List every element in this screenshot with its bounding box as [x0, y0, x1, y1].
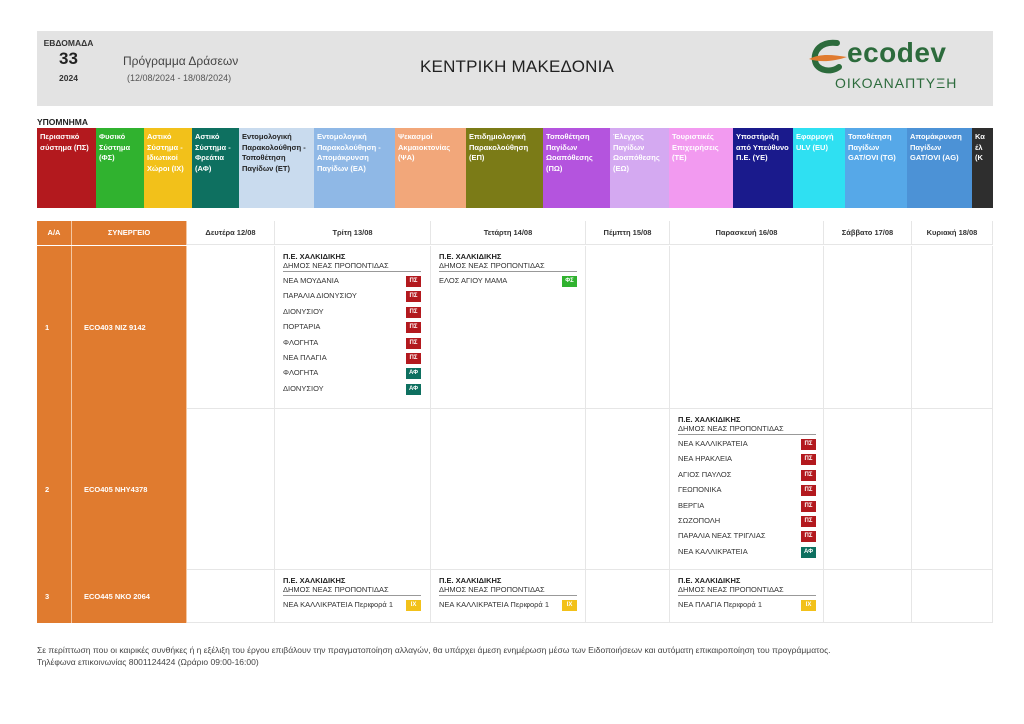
activity-badge: ΠΣ	[801, 531, 816, 542]
crew-cell	[72, 570, 187, 623]
location-item	[678, 530, 816, 545]
location-item	[678, 500, 816, 515]
day-cell	[824, 246, 912, 409]
activity-badge: ΙΧ	[406, 600, 421, 611]
crew-name: ECO405 ΝΗΥ4378	[84, 484, 148, 494]
day-cell	[431, 570, 586, 623]
column-header: ΣΥΝΕΡΓΕΙΟ	[72, 221, 187, 245]
day-cell	[670, 409, 824, 570]
program-dates: (12/08/2024 - 18/08/2024)	[127, 73, 232, 83]
footer-phone: Τηλέφωνα επικοινωνίας 8001124424 (Ωράριο 09:00-16:00)	[37, 657, 259, 667]
day-cell	[586, 570, 670, 623]
day-cell	[670, 570, 824, 623]
municipality: ΔΗΜΟΣ ΝΕΑΣ ΠΡΟΠΟΝΤΙΔΑΣ	[439, 261, 577, 272]
location-item	[439, 599, 577, 614]
logo-wordmark: ecodev	[847, 37, 947, 68]
legend-item: Φυσικό Σύστημα (ΦΣ)	[96, 128, 144, 208]
row-number: 3	[45, 591, 50, 601]
day-cell	[275, 570, 431, 623]
location-item	[283, 290, 421, 305]
crew-name: ECO403 ΝΙΖ 9142	[84, 322, 146, 332]
schedule-block	[283, 576, 421, 614]
location-item	[283, 352, 421, 367]
day-cell	[912, 409, 993, 570]
row-number-cell	[37, 246, 72, 409]
activity-badge: ΠΣ	[406, 338, 421, 349]
municipality: ΔΗΜΟΣ ΝΕΑΣ ΠΡΟΠΟΝΤΙΔΑΣ	[678, 424, 816, 435]
legend-item: Αστικό Σύστημα - Φρεάτια (ΑΦ)	[192, 128, 239, 208]
column-header: Πέμπτη 15/08	[586, 221, 670, 245]
location-item	[283, 383, 421, 398]
municipality: ΔΗΜΟΣ ΝΕΑΣ ΠΡΟΠΟΝΤΙΔΑΣ	[283, 585, 421, 596]
legend-item: Εφαρμογή ULV (EU)	[793, 128, 845, 208]
location-name: ΝΕΑ ΗΡΑΚΛΕΙΑ	[678, 454, 733, 464]
ecodev-logo	[807, 37, 987, 99]
legend-item: Επιδημιολογική Παρακολούθηση (ΕΠ)	[466, 128, 543, 208]
regional-unit: Π.Ε. ΧΑΛΚΙΔΙΚΗΣ	[678, 415, 741, 424]
location-name: ΔΙΟΝΥΣΙΟΥ	[283, 383, 324, 393]
day-cell	[824, 409, 912, 570]
crew-name: ECO445 ΝΚΟ 2064	[84, 591, 150, 601]
day-cell	[912, 570, 993, 623]
location-name: ΠΑΡΑΛΙΑ ΔΙΟΝΥΣΙΟΥ	[283, 291, 357, 301]
activity-badge: ΠΣ	[801, 439, 816, 450]
legend-item: Απομάκρυνση Παγίδων GAT/OVI (AG)	[907, 128, 972, 208]
location-name: ΕΛΟΣ ΑΓΙΟΥ ΜΑΜΑ	[439, 276, 508, 285]
legend-item: Τουριστικές Επιχειρήσεις (ΤΕ)	[669, 128, 733, 208]
location-name: ΝΕΑ ΠΛΑΓΙΑ Περιφορά 1	[678, 600, 762, 609]
location-name: ΝΕΑ ΠΛΑΓΙΑ	[283, 352, 327, 362]
day-cell	[187, 570, 275, 623]
location-item	[283, 367, 421, 382]
activity-badge: ΦΣ	[562, 276, 577, 287]
crew-cell	[72, 409, 187, 570]
page-header	[37, 31, 993, 106]
day-cell	[275, 246, 431, 409]
regional-unit: Π.Ε. ΧΑΛΚΙΔΙΚΗΣ	[678, 576, 741, 585]
location-name: ΣΩΖΟΠΟΛΗ	[678, 515, 721, 525]
activity-badge: ΠΣ	[406, 276, 421, 287]
day-cell	[275, 409, 431, 570]
legend-item: Κα έλ (Κ	[972, 128, 993, 208]
location-item	[678, 469, 816, 484]
regional-unit: Π.Ε. ΧΑΛΚΙΔΙΚΗΣ	[283, 252, 346, 261]
schedule-block	[439, 576, 577, 614]
table-row	[37, 246, 993, 409]
legend-item: Υποστήριξη από Υπεύθυνο Π.Ε. (ΥΕ)	[733, 128, 793, 208]
activity-badge: ΠΣ	[801, 470, 816, 481]
legend-item: Εντομολογική Παρακολούθηση - Απομάκρυνση Παγίδων (ΕΑ)	[314, 128, 395, 208]
table-row	[37, 570, 993, 623]
column-header: Τρίτη 13/08	[275, 221, 431, 245]
location-name: ΝΕΑ ΚΑΛΛΙΚΡΑΤΕΙΑ Περιφορά 1	[439, 600, 550, 609]
day-cell	[670, 246, 824, 409]
schedule-block	[678, 576, 816, 614]
location-name: ΒΕΡΓΙΑ	[678, 500, 705, 510]
logo-subtitle: ΟΙΚΟΑΝΑΠΤΥΞΗ	[835, 75, 958, 91]
activity-badge: ΙΧ	[801, 600, 816, 611]
location-name: ΝΕΑ ΚΑΛΛΙΚΡΑΤΕΙΑ Περιφορά 1	[283, 600, 394, 609]
activity-badge: ΑΦ	[406, 368, 421, 379]
program-title: Πρόγραμμα Δράσεων	[123, 54, 239, 68]
location-item	[678, 438, 816, 453]
row-number-cell	[37, 570, 72, 623]
column-header: Σάββατο 17/08	[824, 221, 912, 245]
column-header: Παρασκευή 16/08	[670, 221, 824, 245]
crew-cell	[72, 246, 187, 409]
column-header: Δευτέρα 12/08	[187, 221, 275, 245]
location-name: ΦΛΟΓΗΤΑ	[283, 368, 319, 378]
schedule-block	[283, 252, 421, 398]
week-label: ΕΒΔΟΜΑΔΑ	[43, 38, 94, 48]
municipality: ΔΗΜΟΣ ΝΕΑΣ ΠΡΟΠΟΝΤΙΔΑΣ	[439, 585, 577, 596]
location-name: ΔΙΟΝΥΣΙΟΥ	[283, 306, 324, 316]
regional-unit: Π.Ε. ΧΑΛΚΙΔΙΚΗΣ	[283, 576, 346, 585]
day-cell	[431, 246, 586, 409]
legend-item: Τοποθέτηση Παγίδων Ωοαπόθεσης (ΠΩ)	[543, 128, 610, 208]
location-item	[678, 599, 816, 614]
location-name: ΠΟΡΤΑΡΙΑ	[283, 322, 321, 332]
activity-badge: ΠΣ	[801, 501, 816, 512]
location-name: ΝΕΑ ΚΑΛΛΙΚΡΑΤΕΙΑ	[678, 439, 748, 448]
location-item	[283, 275, 421, 290]
region-title: ΚΕΝΤΡΙΚΗ ΜΑΚΕΔΟΝΙΑ	[420, 57, 615, 76]
week-year: 2024	[59, 73, 78, 83]
activity-badge: ΑΦ	[801, 547, 816, 558]
column-header: Α/Α	[37, 221, 72, 245]
activity-badge: ΙΧ	[562, 600, 577, 611]
legend-item: Ψεκασμοί Ακμαιοκτονίας (ΨΑ)	[395, 128, 466, 208]
location-item	[283, 321, 421, 336]
location-item	[283, 337, 421, 352]
legend-item: Τοποθέτηση Παγίδων GAT/OVI (TG)	[845, 128, 907, 208]
legend-item: Περιαστικό σύστημα (ΠΣ)	[37, 128, 96, 208]
activity-badge: ΠΣ	[406, 353, 421, 364]
location-item	[283, 599, 421, 614]
location-name: ΝΕΑ ΚΑΛΛΙΚΡΑΤΕΙΑ	[678, 546, 748, 556]
table-row	[37, 409, 993, 570]
activity-badge: ΠΣ	[801, 454, 816, 465]
day-cell	[586, 409, 670, 570]
day-cell	[824, 570, 912, 623]
municipality: ΔΗΜΟΣ ΝΕΑΣ ΠΡΟΠΟΝΤΙΔΑΣ	[283, 261, 421, 272]
location-item	[678, 484, 816, 499]
footer-note: Σε περίπτωση που οι καιρικές συνθήκες ή η εξέλιξη του έργου επιβάλουν την πραγματοποίηση αλλαγών, θα υπάρχει άμεση ενημέρωση μέσω των Ειδοποιήσεων και αυτόματη επικαιροποίηση του προγράμματος.	[37, 645, 831, 655]
day-cell	[187, 409, 275, 570]
location-item	[678, 515, 816, 530]
column-header: Τετάρτη 14/08	[431, 221, 586, 245]
activity-badge: ΑΦ	[406, 384, 421, 395]
regional-unit: Π.Ε. ΧΑΛΚΙΔΙΚΗΣ	[439, 576, 502, 585]
legend-item: Έλεγχος Παγίδων Ωοαπόθεσης (ΕΩ)	[610, 128, 669, 208]
municipality: ΔΗΜΟΣ ΝΕΑΣ ΠΡΟΠΟΝΤΙΔΑΣ	[678, 585, 816, 596]
day-cell	[187, 246, 275, 409]
location-name: ΠΑΡΑΛΙΑ ΝΕΑΣ ΤΡΙΓΛΙΑΣ	[678, 531, 766, 541]
location-name: ΓΕΩΠΟΝΙΚΑ	[678, 485, 722, 495]
legend-item: Αστικό Σύστημα - Ιδιωτικοί Χώροι (ΙΧ)	[144, 128, 192, 208]
day-cell	[912, 246, 993, 409]
location-item	[678, 546, 816, 561]
day-cell	[431, 409, 586, 570]
location-name: ΝΕΑ ΜΟΥΔΑΝΙΑ	[283, 276, 339, 285]
activity-badge: ΠΣ	[801, 485, 816, 496]
location-item	[439, 275, 577, 290]
day-cell	[586, 246, 670, 409]
activity-badge: ΠΣ	[406, 307, 421, 318]
location-item	[678, 453, 816, 468]
week-number: 33	[59, 49, 78, 68]
row-number-cell	[37, 409, 72, 570]
table-header-row	[37, 221, 993, 245]
schedule-block	[678, 415, 816, 561]
legend-item: Εντομολογική Παρακολούθηση - Τοποθέτηση Παγίδων (ΕΤ)	[239, 128, 314, 208]
legend-title: ΥΠΟΜΝΗΜΑ	[37, 117, 88, 127]
row-number: 1	[45, 322, 50, 332]
column-header: Κυριακή 18/08	[912, 221, 993, 245]
legend	[37, 128, 993, 208]
location-item	[283, 306, 421, 321]
activity-badge: ΠΣ	[406, 322, 421, 333]
row-number: 2	[45, 484, 50, 494]
location-name: ΑΓΙΟΣ ΠΑΥΛΟΣ	[678, 469, 732, 479]
activity-badge: ΠΣ	[801, 516, 816, 527]
leaf-logo-icon	[807, 37, 851, 77]
location-name: ΦΛΟΓΗΤΑ	[283, 337, 319, 347]
regional-unit: Π.Ε. ΧΑΛΚΙΔΙΚΗΣ	[439, 252, 502, 261]
schedule-block	[439, 252, 577, 290]
activity-badge: ΠΣ	[406, 291, 421, 302]
